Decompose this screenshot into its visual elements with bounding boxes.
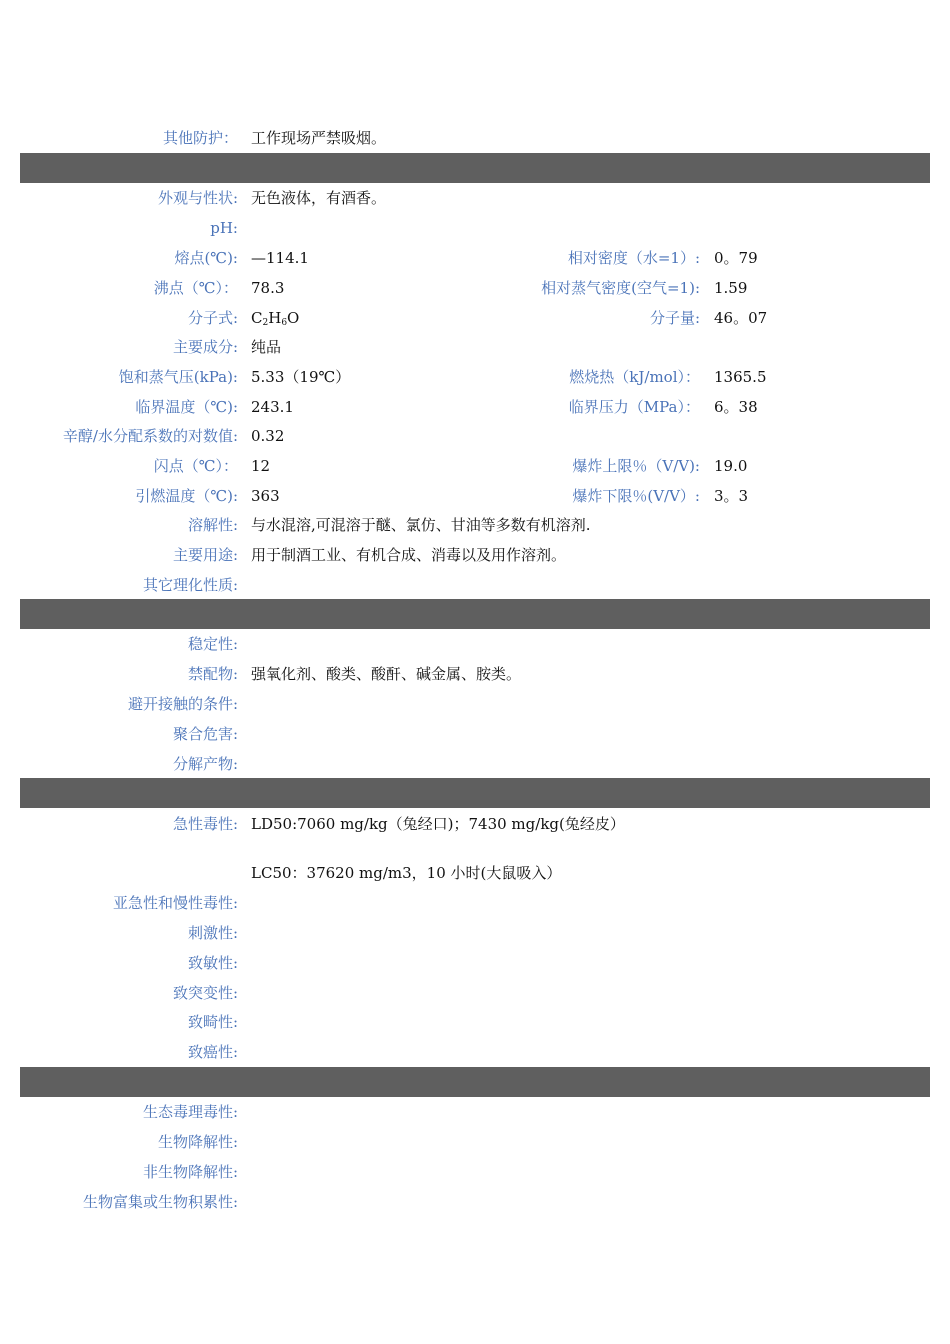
row-vapor-pressure: [0, 365, 950, 389]
row-log-kow: [0, 424, 950, 448]
relative-density-label: 相对密度（水=1）:: [567, 249, 700, 267]
subacute-chronic-label: 亚急性和慢性毒性:: [112, 894, 238, 912]
row-critical-temperature: [0, 395, 950, 419]
incompatible-value: 强氧化剂、酸类、酸酐、碱金属、胺类。: [251, 665, 522, 683]
row-carcinogenicity: [0, 1040, 950, 1064]
incompatible-label: 禁配物:: [187, 665, 238, 683]
row-sensitization: [0, 951, 950, 975]
row-stability: [0, 632, 950, 656]
ph-label: pH:: [210, 219, 238, 237]
mutagenicity-label: 致突变性:: [172, 984, 238, 1002]
heat-of-combustion-value: 1365.5: [714, 368, 767, 386]
section-bar-physchem: [20, 153, 930, 183]
ignition-temperature-label: 引燃温度（℃):: [135, 487, 238, 505]
main-use-value: 用于制酒工业、有机合成、消毒以及用作溶剂。: [251, 546, 567, 564]
conditions-to-avoid-label: 避开接触的条件:: [127, 695, 238, 713]
ecotoxicity-label: 生态毒理毒性:: [142, 1103, 238, 1121]
appearance-value: 无色液体，有酒香。: [251, 189, 387, 207]
main-component-value: 纯品: [251, 338, 282, 356]
acute-toxicity-lc50: LC50：37620 mg/m3，10 小时(大鼠吸入）: [251, 864, 562, 882]
other-protection-label: 其他防护：: [162, 129, 238, 147]
lower-explosive-limit-label: 爆炸下限％(V/V）:: [572, 487, 700, 505]
section-bar-toxicity: [20, 778, 930, 808]
stability-label: 稳定性:: [187, 635, 238, 653]
critical-temperature-label: 临界温度（℃):: [135, 398, 238, 416]
melting-point-label: 熔点(℃):: [174, 249, 238, 267]
decomposition-label: 分解产物:: [172, 755, 238, 773]
flash-point-value: 12: [251, 457, 271, 475]
relative-vapor-density-value: 1.59: [714, 279, 748, 297]
row-incompatible: [0, 662, 950, 686]
log-kow-value: 0.32: [251, 427, 285, 445]
vapor-pressure-label: 饱和蒸气压(kPa):: [118, 368, 238, 386]
sensitization-label: 致敏性:: [187, 954, 238, 972]
row-subacute: [0, 891, 950, 915]
log-kow-label: 辛醇/水分配系数的对数值:: [62, 427, 238, 445]
formula-label: 分子式:: [187, 309, 238, 327]
solubility-value: 与水混溶,可混溶于醚、氯仿、甘油等多数有机溶剂.: [251, 516, 591, 534]
upper-explosive-limit-value: 19.0: [714, 457, 748, 475]
boiling-point-value: 78.3: [251, 279, 285, 297]
appearance-label: 外观与性状:: [157, 189, 238, 207]
carcinogenicity-label: 致癌性:: [187, 1043, 238, 1061]
row-other-properties: [0, 573, 950, 597]
relative-density-value: 0。79: [714, 249, 758, 267]
vapor-pressure-value: 5.33（19℃）: [251, 368, 351, 386]
row-bioaccumulation: [0, 1190, 950, 1214]
row-melting-point: [0, 246, 950, 270]
heat-of-combustion-label: 燃烧热（kJ/mol）：: [569, 368, 700, 386]
row-other-protection: [0, 126, 950, 150]
biodegradability-label: 生物降解性:: [157, 1133, 238, 1151]
other-properties-label: 其它理化性质:: [142, 576, 238, 594]
main-use-label: 主要用途:: [172, 546, 238, 564]
flash-point-label: 闪点（℃）：: [153, 457, 238, 475]
section-bar-ecology: [20, 1067, 930, 1097]
row-mutagenicity: [0, 981, 950, 1005]
row-teratogenicity: [0, 1010, 950, 1034]
row-conditions-to-avoid: [0, 692, 950, 716]
row-acute-toxicity: [0, 812, 950, 836]
acute-toxicity-ld50: LD50:7060 mg/kg（兔经口)；7430 mg/kg(兔经皮）: [251, 815, 625, 833]
row-flash-point: [0, 454, 950, 478]
bioaccumulation-label: 生物富集或生物积累性:: [82, 1193, 238, 1211]
row-formula: [0, 306, 950, 330]
molecular-weight-label: 分子量:: [649, 309, 700, 327]
formula-value: $C_2H_6O$: [251, 309, 300, 328]
row-ph: [0, 216, 950, 240]
ignition-temperature-value: 363: [251, 487, 280, 505]
polymerization-label: 聚合危害:: [172, 725, 238, 743]
melting-point-value: —114.1: [251, 249, 309, 267]
row-main-component: [0, 335, 950, 359]
row-acute-toxicity-lc50: [0, 861, 950, 885]
boiling-point-label: 沸点（℃）：: [153, 279, 238, 297]
critical-temperature-value: 243.1: [251, 398, 294, 416]
row-biodegradability: [0, 1130, 950, 1154]
critical-pressure-label: 临界压力（MPa）：: [568, 398, 700, 416]
row-appearance: [0, 186, 950, 210]
row-decomposition: [0, 752, 950, 776]
solubility-label: 溶解性:: [187, 516, 238, 534]
irritation-label: 刺激性:: [187, 924, 238, 942]
row-ignition-temperature: [0, 484, 950, 508]
row-polymerization: [0, 722, 950, 746]
row-irritation: [0, 921, 950, 945]
row-solubility: [0, 513, 950, 537]
upper-explosive-limit-label: 爆炸上限％（V/V):: [572, 457, 700, 475]
main-component-label: 主要成分:: [172, 338, 238, 356]
row-ecotoxicity: [0, 1100, 950, 1124]
molecular-weight-value: 46。07: [714, 309, 768, 327]
non-biodegradability-label: 非生物降解性:: [142, 1163, 238, 1181]
critical-pressure-value: 6。38: [714, 398, 758, 416]
row-boiling-point: [0, 276, 950, 300]
section-bar-stability: [20, 599, 930, 629]
teratogenicity-label: 致畸性:: [187, 1013, 238, 1031]
lower-explosive-limit-value: 3。3: [714, 487, 749, 505]
row-non-biodegradability: [0, 1160, 950, 1184]
row-main-use: [0, 543, 950, 567]
relative-vapor-density-label: 相对蒸气密度(空气=1):: [541, 279, 700, 297]
acute-toxicity-label: 急性毒性:: [172, 815, 238, 833]
other-protection-value: 工作现场严禁吸烟。: [251, 129, 387, 147]
